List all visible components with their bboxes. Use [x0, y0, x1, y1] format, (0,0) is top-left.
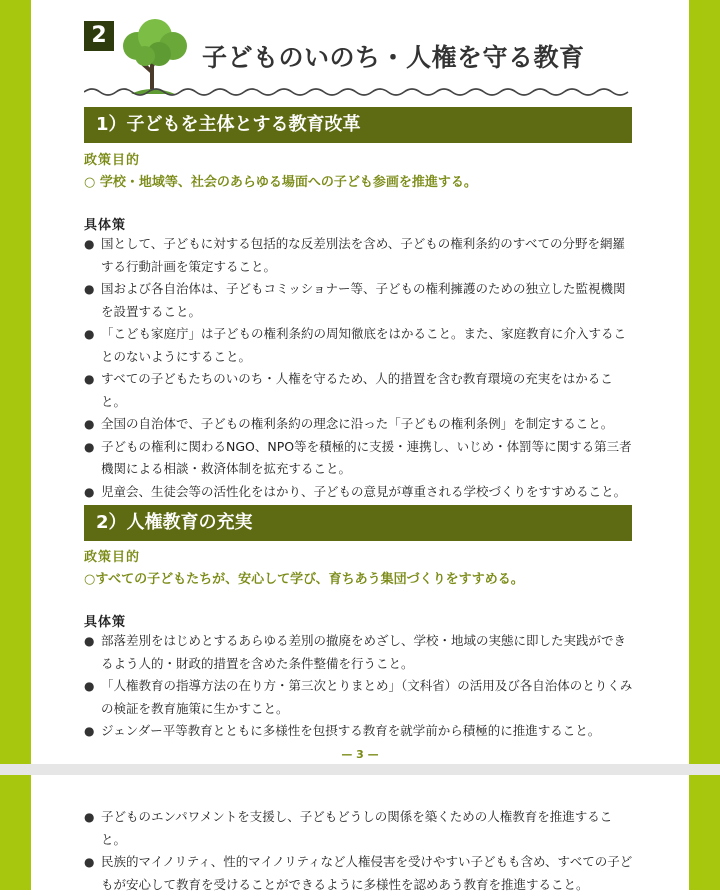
wavy-divider [84, 84, 632, 100]
section-1-heading: 1）子どもを主体とする教育改革 [84, 107, 632, 143]
section-1-goal-label: 政策目的 [84, 153, 141, 168]
chapter-title: 子どものいのち・人権を守る教育 [202, 43, 585, 72]
section-1-measures-list [84, 233, 636, 503]
list-item: ● 「こども家庭庁」は子どもの権利条約の周知徹底をはかること。また、家庭教育に介入することのないようにすること。 [84, 326, 627, 364]
section-2-measures-list [84, 630, 636, 743]
list-item: ● 「人権教育の指導方法の在り方・第三次とりまとめ」（文科省）の活用及び各自治体のとりくみの検証を教育施策に生かすこと。 [84, 678, 633, 716]
list-item: ● 児童会、生徒会等の活性化をはかり、子どもの意見が尊重される学校づくりをすすめること。 [84, 483, 627, 499]
page-break [0, 764, 720, 775]
section-2-heading: 2）人権教育の充実 [84, 505, 632, 541]
section-1-goal: ○ 学校・地域等、社会のあらゆる場面への子ども参画を推進する。 [84, 175, 477, 190]
list-item: ● すべての子どもたちのいのち・人権を守るため、人的措置を含む教育環境の充実をはかること。 [84, 371, 613, 409]
list-item: ● 国として、子どもに対する包括的な反差別法を含め、子どもの権利条約のすべての分野を網羅する行動計画を策定すること。 [84, 236, 626, 274]
section-1-measures-label: 具体策 [84, 218, 127, 233]
list-item: ● 全国の自治体で、子どもの権利条約の理念に沿った「子どもの権利条例」を制定すること。 [84, 416, 614, 431]
list-item: ● 子どもの権利に関わるNGO、NPO等を積極的に支援・連携し、いじめ・体罰等に関する第三者機関による相談・救済体制を拡充すること。 [84, 438, 632, 476]
section-2-continued-list [84, 806, 636, 896]
list-item: ● 部落差別をはじめとするあらゆる差別の撤廃をめざし、学校・地域の実態に即した実践ができるよう人的・財政的措置を含めた条件整備を行うこと。 [84, 633, 627, 671]
list-item: ● 民族的マイノリティ、性的マイノリティなど人権侵害を受けやすい子どもも含め、すべての子どもが安心して教育を受けることができるように多様性を認めあう教育を推進すること。 [84, 854, 633, 892]
chapter-number: 2 [84, 21, 114, 51]
section-2-goal: ○すべての子どもたちが、安心して学び、育ちあう集団づくりをすすめる。 [84, 572, 524, 587]
page-number: — 3 — [341, 748, 379, 761]
section-2-goal-label: 政策目的 [84, 550, 141, 565]
list-item: ● ジェンダー平等教育とともに多様性を包摂する教育を就学前から積極的に推進すること。 [84, 723, 601, 738]
list-item: ● 子どものエンパワメントを支援し、子どもどうしの関係を築くための人権教育を推進すること。 [84, 809, 613, 847]
list-item: ● 国および各自治体は、子どもコミッショナー等、子どもの権利擁護のための独立した監視機関を設置すること。 [84, 281, 626, 319]
section-2-measures-label: 具体策 [84, 615, 127, 630]
tree-icon [111, 14, 197, 94]
